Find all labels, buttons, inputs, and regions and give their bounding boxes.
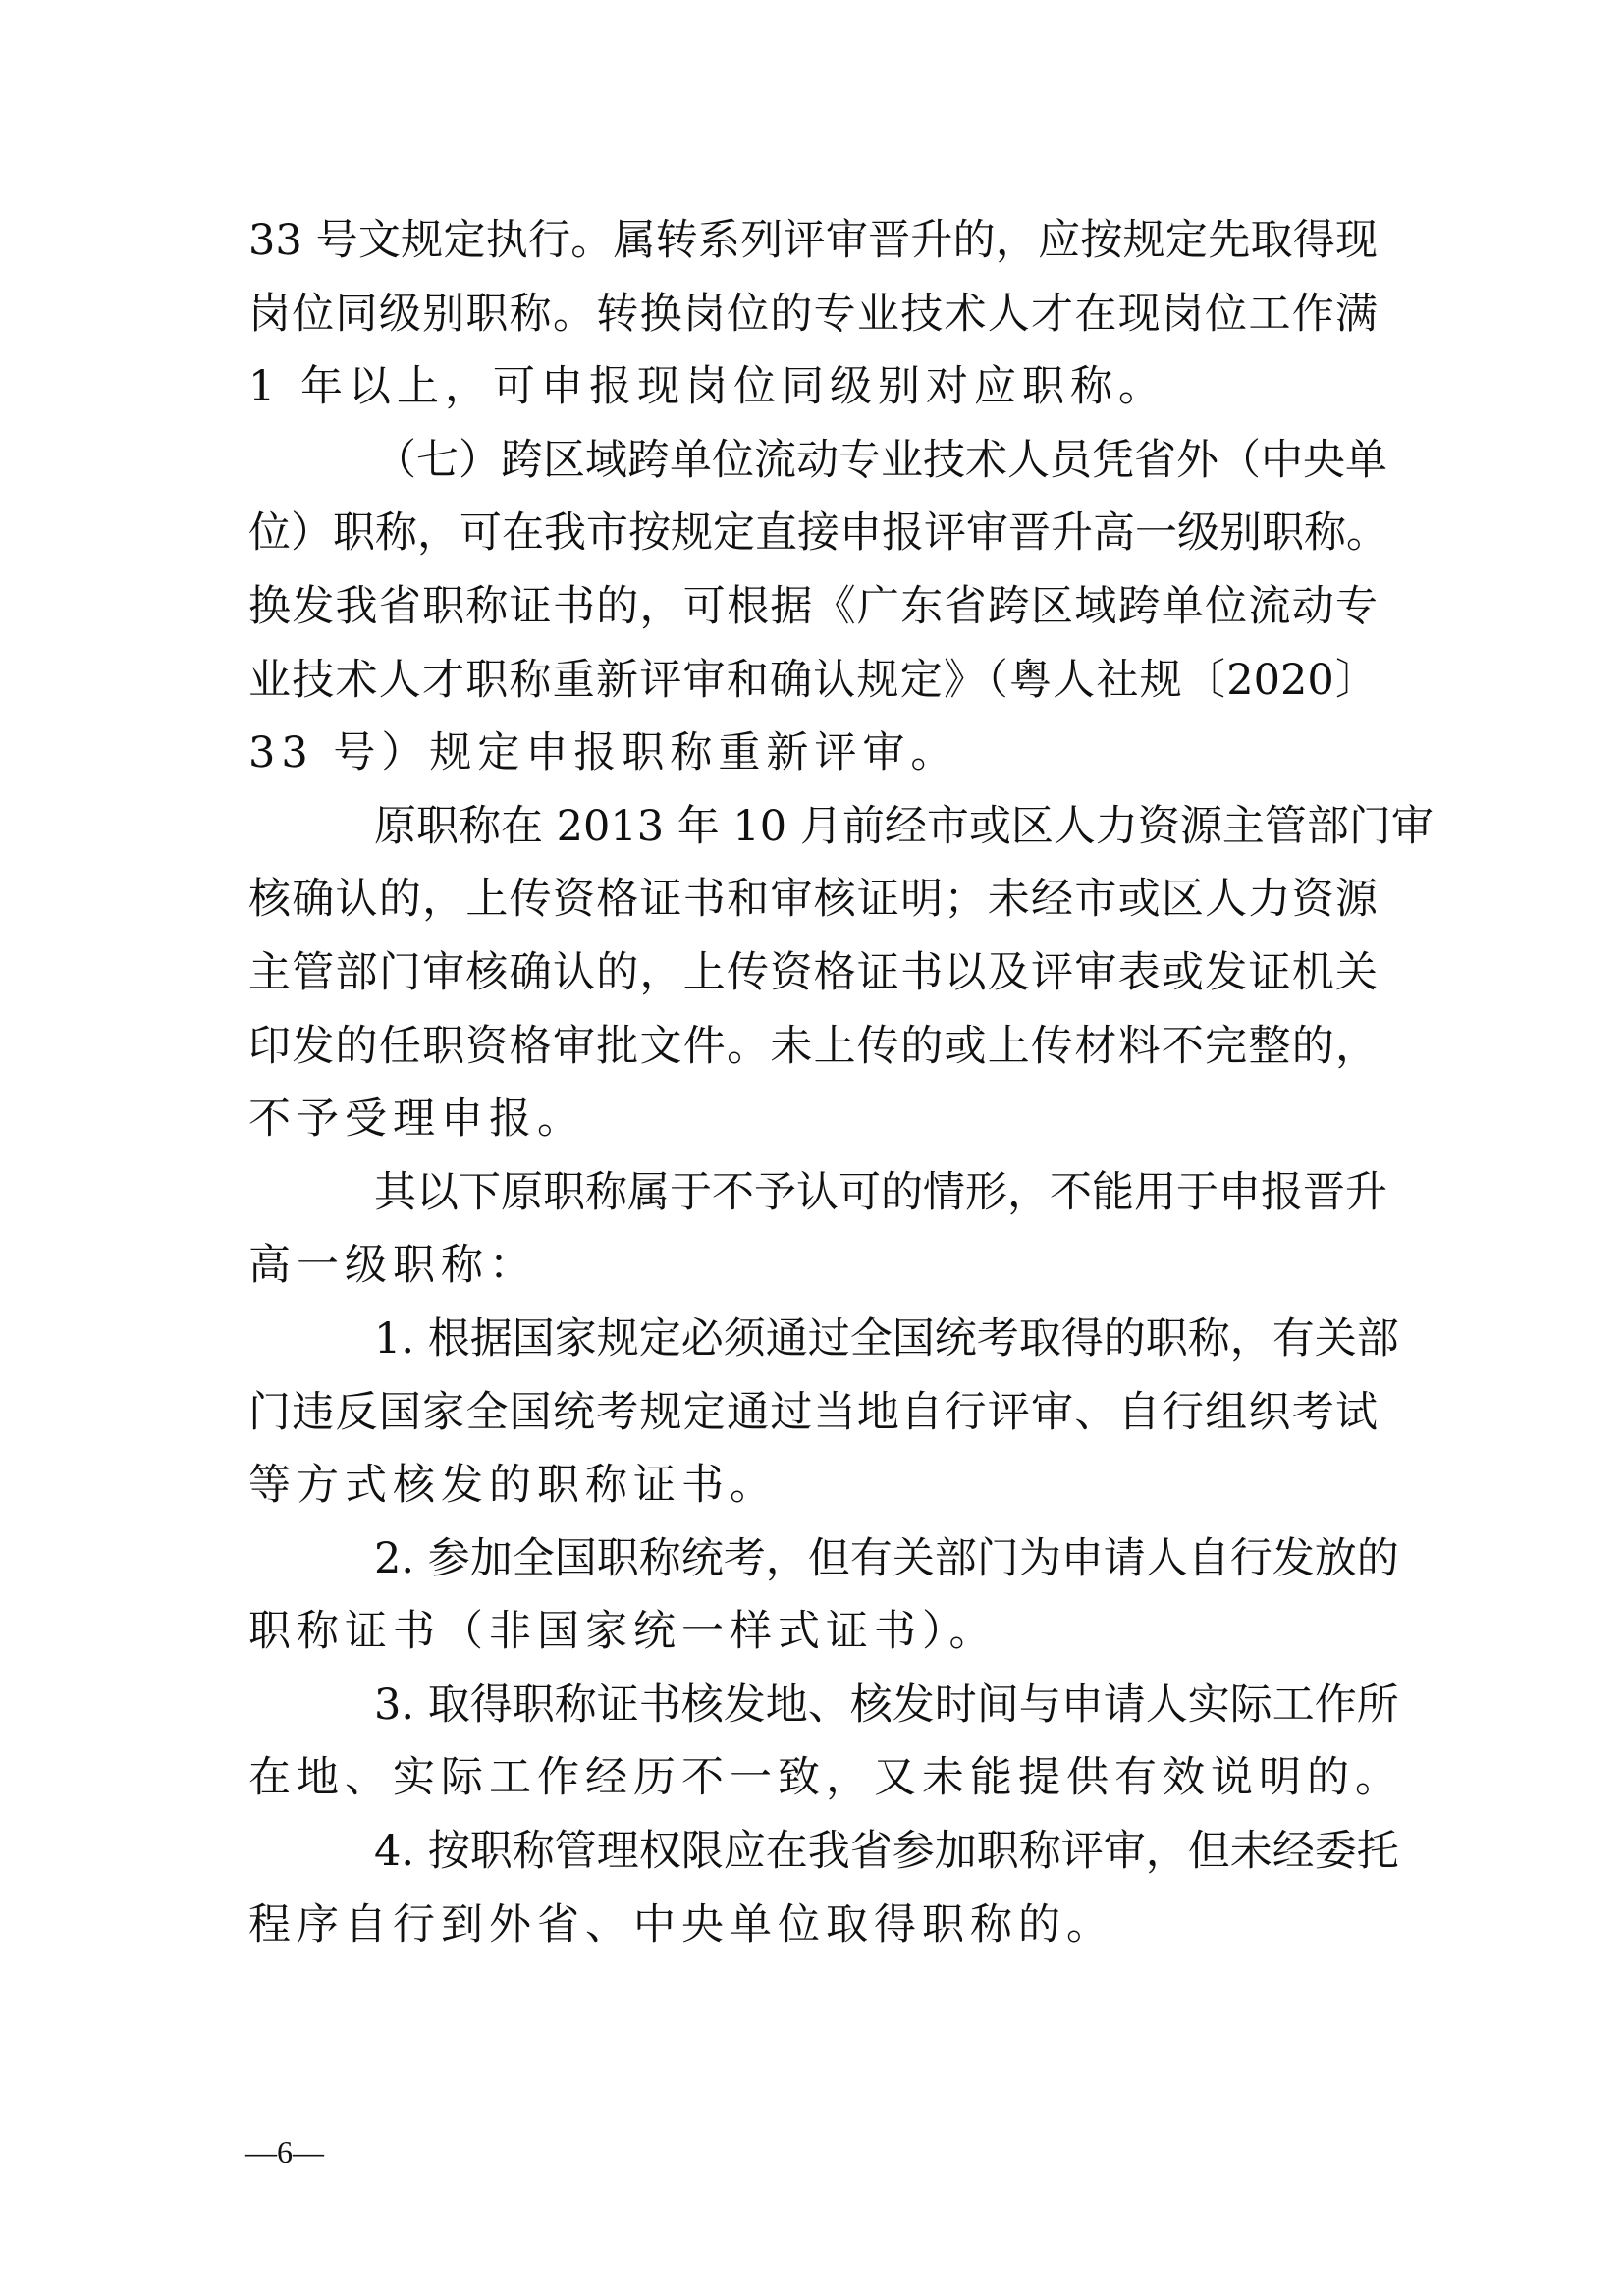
text-line: 原职称在 2013 年 10 月前经市或区人力资源主管部门审 bbox=[374, 801, 1434, 851]
text-line: 3. 取得职称证书核发地、核发时间与申请人实际工作所 bbox=[374, 1680, 1399, 1730]
text-line: 门违反国家全国统考规定通过当地自行评审、自行组织考试 bbox=[248, 1387, 1378, 1437]
page-number: —6— bbox=[245, 2134, 324, 2169]
text-line: 换发我省职称证书的，可根据《广东省跨区域跨单位流动专 bbox=[248, 581, 1378, 631]
paragraph-continuation bbox=[248, 204, 1378, 424]
text-line: 等方式核发的职称证书。 bbox=[248, 1461, 778, 1511]
text-line: 1. 根据国家规定必须通过全国统考取得的职称，有关部 bbox=[374, 1313, 1399, 1363]
text-line: 2. 参加全国职称统考，但有关部门为申请人自行发放的 bbox=[374, 1533, 1399, 1583]
list-item-case-1 bbox=[248, 1303, 1399, 1522]
paragraph-not-recognized-intro bbox=[248, 1156, 1387, 1303]
text-line: 主管部门审核确认的，上传资格证书以及评审表或发证机关 bbox=[248, 947, 1378, 997]
text-line: 岗位同级别职称。转换岗位的专业技术人才在现岗位工作满 bbox=[248, 289, 1378, 339]
text-line: 33 号）规定申报职称重新评审。 bbox=[248, 728, 959, 778]
text-line: 不予受理申报。 bbox=[248, 1095, 585, 1145]
text-line: 位）职称，可在我市按规定直接申报评审晋升高一级别职称。 bbox=[248, 508, 1388, 559]
document-body bbox=[248, 204, 1434, 1961]
list-item-case-3 bbox=[248, 1669, 1403, 1815]
text-line: 1 年以上，可申报现岗位同级别对应职称。 bbox=[248, 362, 1167, 412]
paragraph-item-7 bbox=[248, 424, 1388, 790]
text-line: 在地、实际工作经历不一致，又未能提供有效说明的。 bbox=[248, 1753, 1403, 1803]
text-line: 业技术人才职称重新评审和确认规定》（粤人社规〔2020〕 bbox=[248, 655, 1378, 705]
list-item-case-2 bbox=[248, 1522, 1399, 1669]
text-line: 程序自行到外省、中央单位取得职称的。 bbox=[248, 1899, 1114, 1949]
text-line: 4. 按职称管理权限应在我省参加职称评审，但未经委托 bbox=[374, 1827, 1399, 1877]
paragraph-original-title bbox=[248, 790, 1434, 1156]
text-line: 核确认的，上传资格证书和审核证明；未经市或区人力资源 bbox=[248, 875, 1378, 925]
list-item-case-4 bbox=[248, 1815, 1399, 1961]
text-line: 职称证书（非国家统一样式证书）。 bbox=[248, 1607, 998, 1657]
text-line: 其以下原职称属于不予认可的情形，不能用于申报晋升 bbox=[374, 1167, 1387, 1217]
text-line: （七）跨区域跨单位流动专业技术人员凭省外（中央单 bbox=[374, 435, 1387, 485]
text-line: 33 号文规定执行。属转系列评审晋升的，应按规定先取得现 bbox=[248, 216, 1378, 265]
text-line: 高一级职称： bbox=[248, 1241, 537, 1291]
text-line: 印发的任职资格审批文件。未上传的或上传材料不完整的， bbox=[248, 1021, 1378, 1071]
